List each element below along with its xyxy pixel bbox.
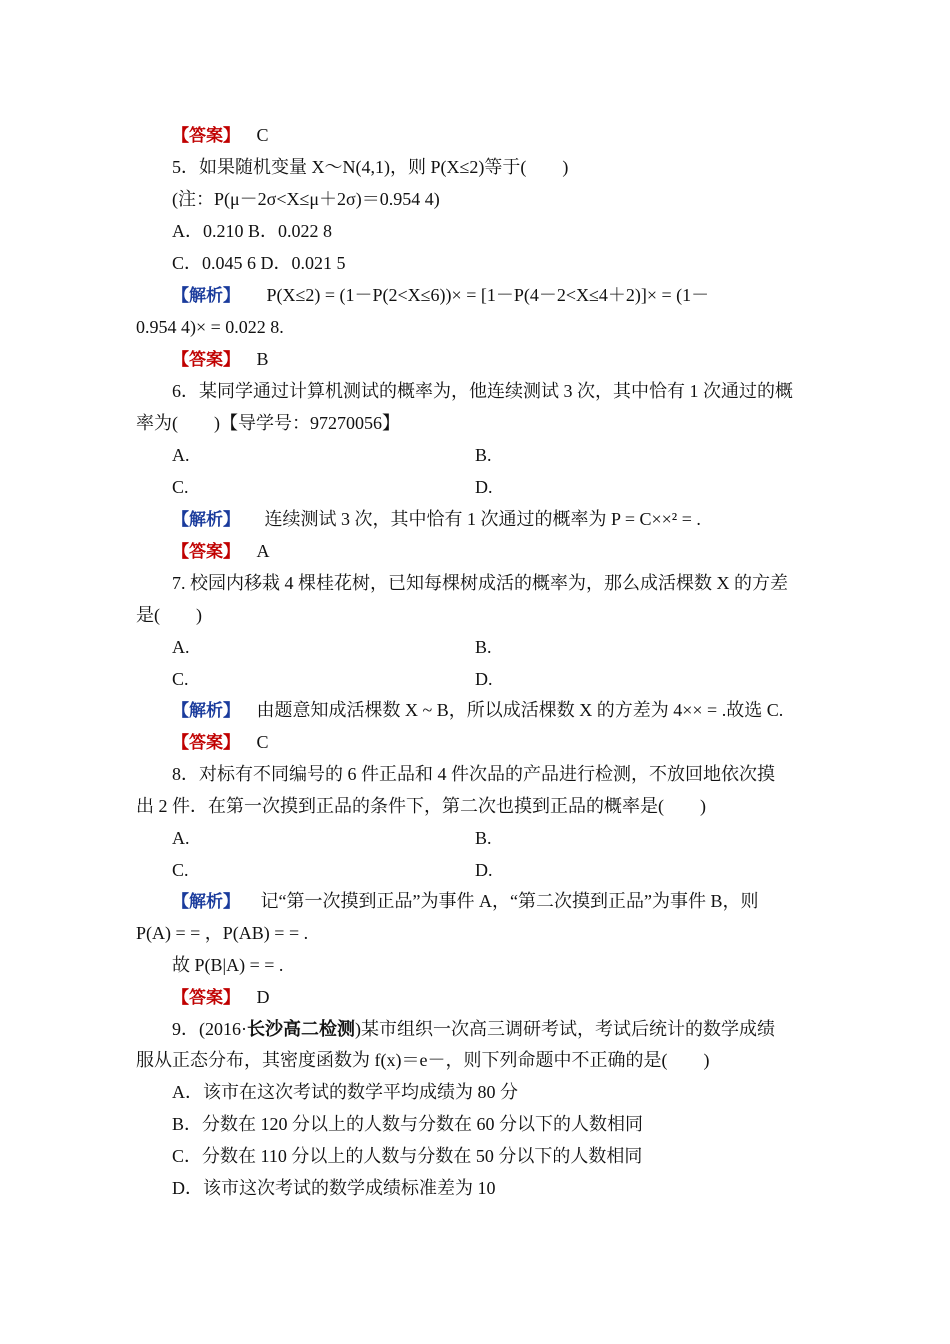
q9-prefix: 9．(2016· (172, 1019, 247, 1039)
q8-option-c: C. (172, 860, 189, 880)
q8-stem-line1: 8．对标有不同编号的 6 件正品和 4 件次品的产品进行检测，不放回地依次摸 (172, 764, 775, 784)
q5-stem-line1: 5．如果随机变量 X～N(4,1)，则 P(X≤2)等于( ) (172, 157, 569, 177)
q7-solution (172, 697, 783, 724)
solution-text: 由题意知成活棵数 X ~ B，所以成活棵数 X 的方差为 4×× = .故选 C. (256, 700, 784, 720)
solution-tag: 【解析】 (172, 701, 240, 721)
answer-row-q4 (172, 122, 269, 149)
answer-row-q5 (172, 346, 269, 373)
q5-note: (注：P(μ－2σ<X≤μ＋2σ)＝0.954 4) (172, 189, 440, 209)
q8-option-a: A. (172, 828, 190, 848)
solution-tag: 【解析】 (172, 286, 240, 306)
q7-stem-line1: 7. 校园内移栽 4 棵桂花树，已知每棵树成活的概率为，那么成活棵数 X 的方差 (172, 573, 788, 593)
q5-solution-line2: 0.954 4)× = 0.022 8. (136, 317, 284, 337)
answer-tag: 【答案】 (172, 988, 240, 1008)
q6-option-c: C. (172, 477, 189, 497)
q9-option-a: A．该市在这次考试的数学平均成绩为 80 分 (172, 1082, 518, 1102)
q9-option-b: B．分数在 120 分以上的人数与分数在 60 分以下的人数相同 (172, 1114, 644, 1134)
q7-option-b: B. (475, 637, 492, 657)
q8-option-d: D. (475, 860, 493, 880)
q7-option-a: A. (172, 637, 190, 657)
answer-tag: 【答案】 (172, 350, 240, 370)
q8-stem-line2: 出 2 件．在第一次摸到正品的条件下，第二次也摸到正品的概率是( ) (136, 796, 706, 816)
q5-options-ab: A．0.210 B．0.022 8 (172, 221, 333, 241)
q8-solution-line1 (172, 888, 758, 915)
q6-solution (172, 506, 701, 533)
q9-source: 长沙高二检测 (247, 1019, 355, 1039)
q7-stem-line2: 是( ) (136, 605, 202, 625)
q8-solution-line3: 故 P(B|A) = = . (172, 955, 284, 975)
q8-solution-line2: P(A) = = ，P(AB) = = . (136, 923, 309, 943)
solution-text: 连续测试 3 次，其中恰有 1 次通过的概率为 P = C××² = . (264, 509, 701, 529)
q6-option-a: A. (172, 445, 190, 465)
q9-option-c: C．分数在 110 分以上的人数与分数在 50 分以下的人数相同 (172, 1146, 643, 1166)
answer-value: B (256, 349, 269, 369)
answer-row-q6 (172, 538, 270, 565)
q6-option-b: B. (475, 445, 492, 465)
q7-option-d: D. (475, 669, 493, 689)
q5-solution-line1 (172, 282, 709, 309)
q6-stem-line2: 率为( )【导学号：97270056】 (136, 413, 400, 433)
solution-tag: 【解析】 (172, 510, 240, 530)
q9-stem-line1 (172, 1016, 775, 1042)
answer-row-q7 (172, 729, 269, 756)
answer-tag: 【答案】 (172, 733, 240, 753)
answer-tag: 【答案】 (172, 542, 240, 562)
solution-text: P(X≤2) = (1－P(2<X≤6))× = [1－P(4－2<X≤4＋2)]× = (1－ (266, 285, 710, 305)
q6-stem-line1: 6．某同学通过计算机测试的概率为，他连续测试 3 次，其中恰有 1 次通过的概 (172, 381, 793, 401)
answer-tag: 【答案】 (172, 126, 240, 146)
solution-text: 记“第一次摸到正品”为事件 A，“第二次摸到正品”为事件 B，则 (260, 891, 759, 911)
answer-value: D (256, 987, 270, 1007)
solution-tag: 【解析】 (172, 892, 240, 912)
answer-row-q8 (172, 984, 270, 1011)
q9-stem-line2: 服从正态分布，其密度函数为 f(x)＝e－，则下列命题中不正确的是( ) (136, 1050, 710, 1070)
answer-value: A (256, 541, 270, 561)
q9-stem-text: )某市组织一次高三调研考试，考试后统计的数学成绩 (355, 1019, 775, 1039)
q8-option-b: B. (475, 828, 492, 848)
q6-option-d: D. (475, 477, 493, 497)
q7-option-c: C. (172, 669, 189, 689)
q5-options-cd: C．0.045 6 D．0.021 5 (172, 253, 346, 273)
answer-value: C (256, 732, 269, 752)
answer-value: C (256, 125, 269, 145)
q9-option-d: D．该市这次考试的数学成绩标准差为 10 (172, 1178, 496, 1198)
